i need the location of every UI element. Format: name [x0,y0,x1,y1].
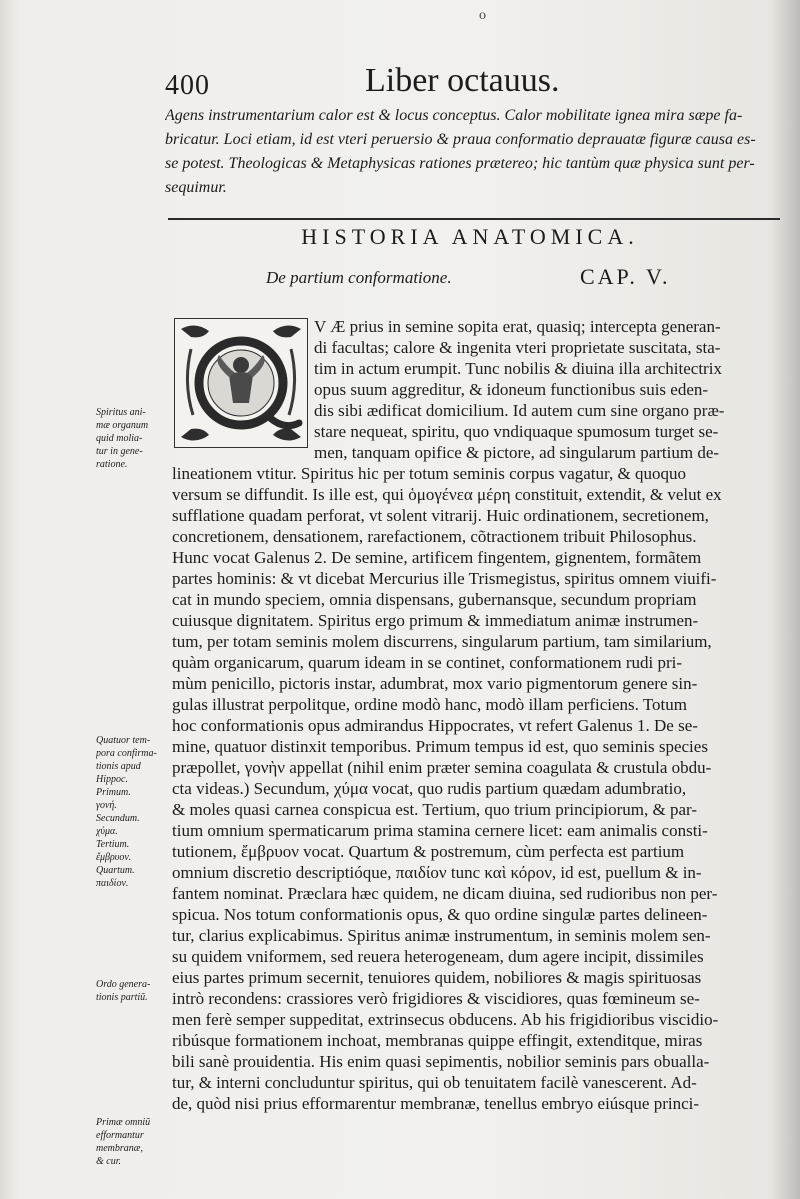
margin-note [96,734,170,890]
page-number: 400 [165,70,210,101]
margin-note-line: tur in gene- [96,446,143,457]
body-line: fantem nominat. Præclara hæc quidem, ne dicam diuina, sed rudioribus non per- [172,884,718,903]
margin-note-line: membranæ, [96,1143,143,1154]
margin-note-line: Hippoc. [96,774,128,785]
body-line: tur, & interni concluduntur spiritus, qui ob tenuitatem facilè vanescerent. Ad- [172,1073,697,1092]
body-line: ribúsque formationem inchoat, membranas quippe effingit, extenditque, miras [172,1031,703,1050]
margin-note-line: Secundum. [96,813,140,824]
body-line: cta videas.) Secundum, χύμα vocat, quo rudis partium quædam adumbratio, [172,779,687,798]
intro-line: sequimur. [165,179,227,196]
body-line: & moles quasi carnea conspicua est. Tertium, quo trium principiorum, & par- [172,800,698,819]
margin-note-line: παιδίον. [96,878,129,889]
body-line: cat in mundo speciem, omnia dispensans, gubernansque, secundum propriam [172,590,697,609]
margin-note-line: tionis partiũ. [96,992,148,1003]
body-line: su quidem vniformem, sed reuera heterogeneam, dum agere incipit, dissimiles [172,947,704,966]
body-line: di facultas; calore & ingenita vteri proprietate suscitata, sta- [314,338,721,357]
body-line: V Æ prius in semine sopita erat, quasiq; intercepta generan- [314,317,721,336]
section-title: HISTORIA ANATOMICA. [301,224,639,249]
running-title: Liber octauus. [365,62,560,99]
body-line: tim in actum erumpit. Tunc nobilis & diuina illa architectrix [314,359,722,378]
body-line: bili sanè prouidentia. His enim quasi sepimentis, nobilior seminis pars obualla- [172,1052,710,1071]
body-line: tutionem, ἔμβρυον vocat. Quartum & postremum, cùm perfecta est partium [172,842,685,861]
margin-note-line: Tertium. [96,839,130,850]
margin-note [96,406,170,471]
margin-note-line: pora confirma- [96,748,157,759]
body-line: tur, clarius explicabimus. Spiritus animæ instrumentum, in seminis molem sen- [172,926,711,945]
margin-note-line: efformantur [96,1130,144,1141]
page-edge-shadow [770,0,800,1199]
intro-line: se potest. Theologicas & Metaphysicas rationes prætereo; hic tantùm quæ physica sunt per- [165,155,755,172]
body-line: præpollet, γονὴν appellat (nihil enim præter semina coagulata & crustula obdu- [172,758,712,777]
initial-ornament-icon [175,319,307,447]
margin-note-line: quid molia- [96,433,143,444]
body-line: tium omnium spermaticarum prima stamina cernere licet: eam animalis consti- [172,821,708,840]
intro-line: bricatur. Loci etiam, id est vteri peruersio & praua conformatio deprauatæ figuræ causa es- [165,131,756,148]
body-line: mùm penicillo, pictoris instar, adumbrat, mox vario pigmentorum genere sin- [172,674,698,693]
margin-note-line: χύμα. [96,826,118,837]
body-line: gulas illustrat perpolitque, ordine modò hanc, modò illam perficiens. Totum [172,695,688,714]
margin-note-line: Quartum. [96,865,135,876]
page-header [165,62,785,102]
body-line: eius partes primum secernit, tenuiores quidem, nobiliores & magis spirituosas [172,968,702,987]
body-line: tum, per totam seminis molem discurrens, singularum partium, tam similarium, [172,632,712,651]
intro-line: Agens instrumentarium calor est & locus conceptus. Calor mobilitate ignea mira sæpe fa- [165,107,743,124]
body-line: sufflatione quadam perforat, vt solent vitrarij. Huic ordinationem, secretionem, [172,506,709,525]
body-line: quàm organicarum, quarum ideam in se continet, conformationem rudi pri- [172,653,683,672]
body-line: intrò recondens: crassiores verò frigidiores & viscidiores, quas fœmineum se- [172,989,700,1008]
body-line: de, quòd nisi prius efformarentur membranæ, tenellus embryo eiúsque princi- [172,1094,700,1113]
body-line: omnium discretio descriptióque, παιδίον tunc καὶ κόρον, id est, puellum & in- [172,863,702,882]
margin-note-line: mæ organum [96,420,149,431]
initial-letter-text: Q [175,319,176,320]
body-line: Hunc vocat Galenus 2. De semine, artificem fingentem, gignentem, formãtem [172,548,702,567]
chapter-number: CAP. V. [580,264,671,289]
body-line: dis sibi ædificat domicilium. Id autem cum sine organo præ- [314,401,725,420]
margin-note-line: Quatuor tem- [96,735,151,746]
margin-note [96,1116,170,1168]
body-line: opus suum aggreditur, & idoneum functionibus suis eden- [314,380,709,399]
body-line: cuiusque dignitatem. Spiritus ergo primum & immediatum animæ instrumen- [172,611,699,630]
margin-note-line: Ordo genera- [96,979,151,990]
margin-note-line: ἔμβρυον. [96,852,132,863]
margin-note [96,978,170,1004]
intro-paragraph [165,104,765,200]
top-mark: o [479,8,486,23]
margin-note-line: ratione. [96,459,128,470]
body-line: men, tanquam opifice & pictore, ad singularum partium de- [314,443,720,462]
body-line: partes hominis: & vt dicebat Mercurius ille Trismegistus, spiritus omnem viuifi- [172,569,717,588]
chapter-subtitle: De partium conformatione. [266,268,452,287]
section-rule [168,218,780,220]
body-line: stare nequeat, spiritu, quo vndiquaque spumosum turget se- [314,422,719,441]
body-line: concretionem, densationem, rarefactionem, cõtractionem tribuit Philosophus. [172,527,697,546]
decorated-initial [174,318,308,448]
margin-note-line: tionis apud [96,761,141,772]
margin-note-line: Primæ omniũ [96,1117,151,1128]
margin-note-line: & cur. [96,1156,121,1167]
margin-note-line: γονή. [96,800,117,811]
body-line: hoc conformationis opus admirandus Hippocrates, vt refert Galenus 1. De se- [172,716,698,735]
margin-note-line: Primum. [96,787,131,798]
margin-note-line: Spiritus ani- [96,407,146,418]
body-line: men ferè semper suppeditat, extrinsecus obducens. Ab his frigidioribus viscidio- [172,1010,719,1029]
body-line: mine, quatuor distinxit temporibus. Primum tempus id est, quo seminis species [172,737,708,756]
body-line: lineationem vtitur. Spiritus hic per totum seminis corpus vagatur, & quoquo [172,464,686,483]
body-line: spicua. Nos totum conformationis opus, & quo ordine singulæ partes delineen- [172,905,708,924]
body-line: versum se diffundit. Is ille est, qui ὁμογένεα μέρη constituit, extendit, & velut ex [172,485,722,504]
